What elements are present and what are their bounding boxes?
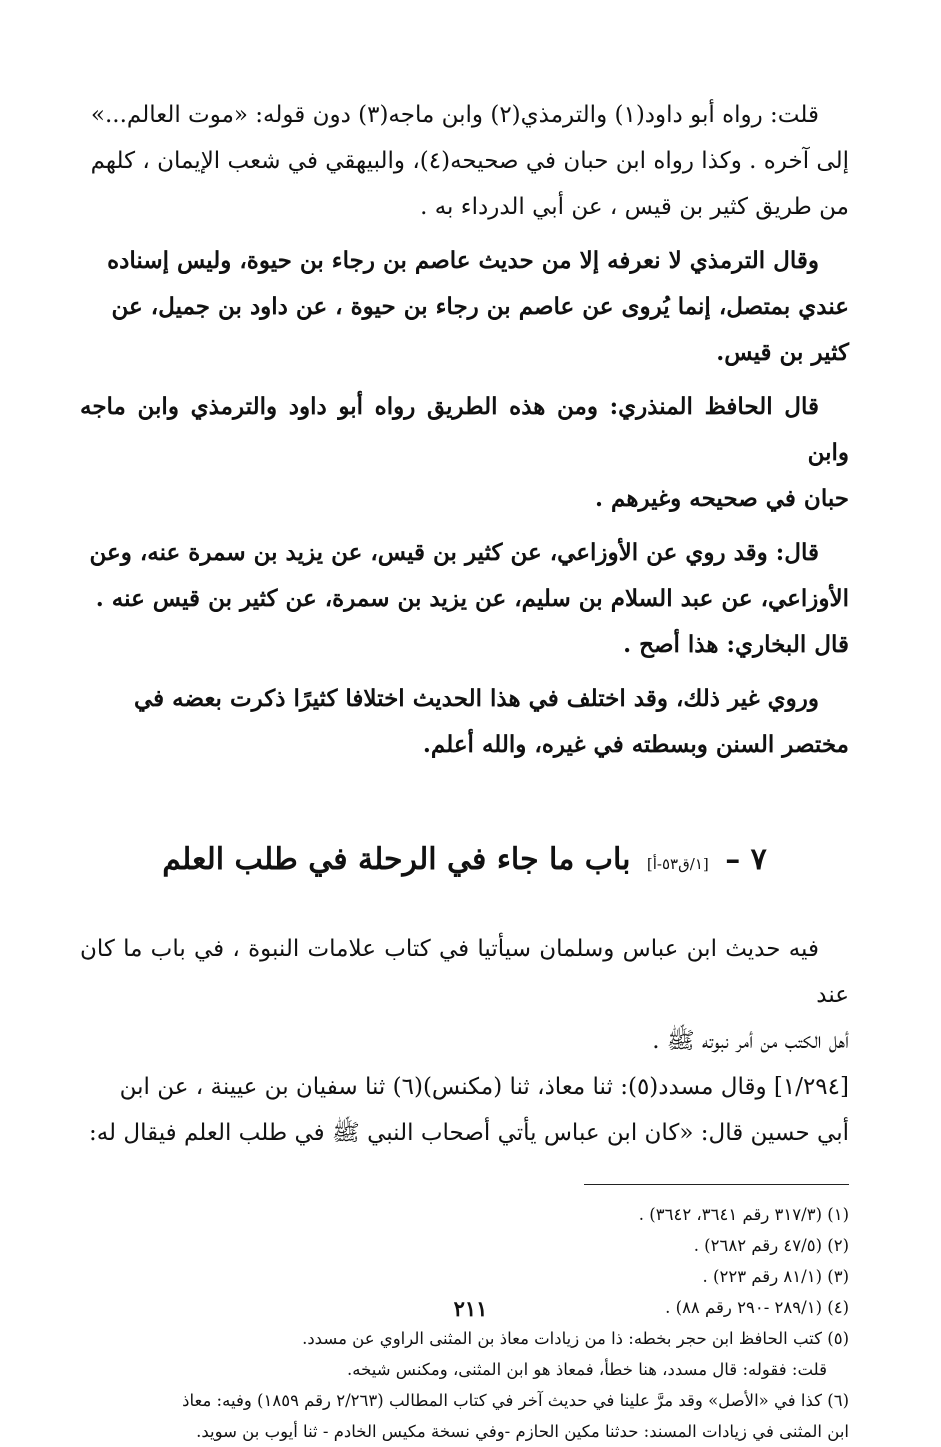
chapter-heading — [80, 838, 849, 886]
paragraph-abu-dawud — [80, 92, 849, 230]
chapter-manuscript-ref: [١/ق٥٣-أ] — [646, 855, 709, 873]
chapter-number: ٧ – — [725, 842, 767, 877]
paragraph-musaddad — [80, 1064, 849, 1156]
footnote-5-continuation: قلت: فقوله: قال مسدد، هنا خطأ، فمعاذ هو ابن المثنى، ومكنس شيخه. — [347, 1360, 827, 1379]
text-line: فيه حديث ابن عباس وسلمان سيأتيا في كتاب علامات النبوة ، في باب ما كان عند — [80, 936, 849, 1008]
text-line: وروي غير ذلك، وقد اختلف في هذا الحديث اختلافا كثيرًا ذكرت بعضه في — [134, 685, 819, 712]
footnote-2: (٢) (٤٧/٥ رقم ٢٦٨٢) . — [693, 1236, 849, 1255]
main-text — [80, 92, 849, 768]
text-line: قال البخاري: هذا أصح . — [623, 631, 849, 658]
text-line: أهل الكتب من أمر نبوته ﷺ . — [652, 1028, 849, 1054]
text-line: الأوزاعي، عن عبد السلام بن سليم، عن يزيد بن سمرة، عن كثير بن قيس عنه . — [95, 585, 849, 612]
footnote-divider — [584, 1184, 849, 1185]
text-line: قلت: رواه أبو داود(١) والترمذي(٢) وابن ماجه(٣) دون قوله: «موت العالم...» — [90, 102, 819, 128]
text-line: من طريق كثير بن قيس ، عن أبي الدرداء به . — [420, 194, 849, 220]
paragraph-awzai — [80, 530, 849, 668]
text-line: إلى آخره . وكذا رواه ابن حبان في صحيحه(٤)، والبيهقي في شعب الإيمان ، كلهم — [90, 148, 849, 174]
paragraph-tirmidhi — [80, 238, 849, 376]
text-line: مختصر السنن وبسطته في غيره، والله أعلم. — [422, 731, 849, 758]
footnotes — [80, 1199, 849, 1447]
chapter-title: باب ما جاء في الرحلة في طلب العلم — [162, 842, 631, 877]
page-number: ٢١١ — [453, 1296, 488, 1321]
paragraph-ikhtilaf — [80, 676, 849, 768]
text-line: كثير بن قيس. — [716, 339, 849, 366]
text-line: قال: وقد روي عن الأوزاعي، عن كثير بن قيس، عن يزيد بن سمرة عنه، وعن — [89, 539, 819, 566]
footnote-1: (١) (٣١٧/٣ رقم ٣٦٤١، ٣٦٤٢) . — [638, 1205, 849, 1224]
footnote-3: (٣) (٨١/١ رقم ٢٢٣) . — [702, 1267, 849, 1286]
footnote-4: (٤) (٢٨٩/١ -٢٩٠ رقم ٨٨) . — [665, 1298, 849, 1317]
paragraph-ibn-abbas — [80, 926, 849, 1064]
footnote-5: (٥) كتب الحافظ ابن حجر بخطه: ذا من زيادات معاذ بن المثنى الراوي عن مسدد. — [302, 1329, 849, 1348]
footnote-6-continuation: ابن المثنى في زيادات المسند: حدثنا مكين الحازم -وفي نسخة مكيس الخادم - ثنا أيوب بن سويد. — [196, 1422, 849, 1441]
footnote-6: (٦) كذا في «الأصل» وقد مرَّ علينا في حديث آخر في كتاب المطالب (٢/٢٦٣ رقم ١٨٥٩) وفيه: معاذ — [182, 1391, 849, 1410]
text-line: حبان في صحيحه وغيرهم . — [595, 485, 849, 512]
text-line: عندي بمتصل، إنما يُروى عن عاصم بن رجاء بن حيوة ، عن داود بن جميل، عن — [111, 293, 849, 320]
text-line: قال الحافظ المنذري: ومن هذه الطريق رواه أبو داود والترمذي وابن ماجه وابن — [80, 393, 849, 466]
text-line: أبي حسين قال: «كان ابن عباس يأتي أصحاب النبي ﷺ في طلب العلم فيقال له: — [88, 1120, 849, 1146]
chapter-text — [80, 926, 849, 1156]
text-line: وقال الترمذي لا نعرفه إلا من حديث عاصم بن رجاء بن حيوة، وليس إسناده — [107, 247, 819, 274]
paragraph-mundhiri — [80, 384, 849, 522]
text-line: [١/٢٩٤] وقال مسدد(٥): ثنا معاذ، ثنا (مكنس)(٦) ثنا سفيان بن عيينة ، عن ابن — [119, 1074, 849, 1100]
